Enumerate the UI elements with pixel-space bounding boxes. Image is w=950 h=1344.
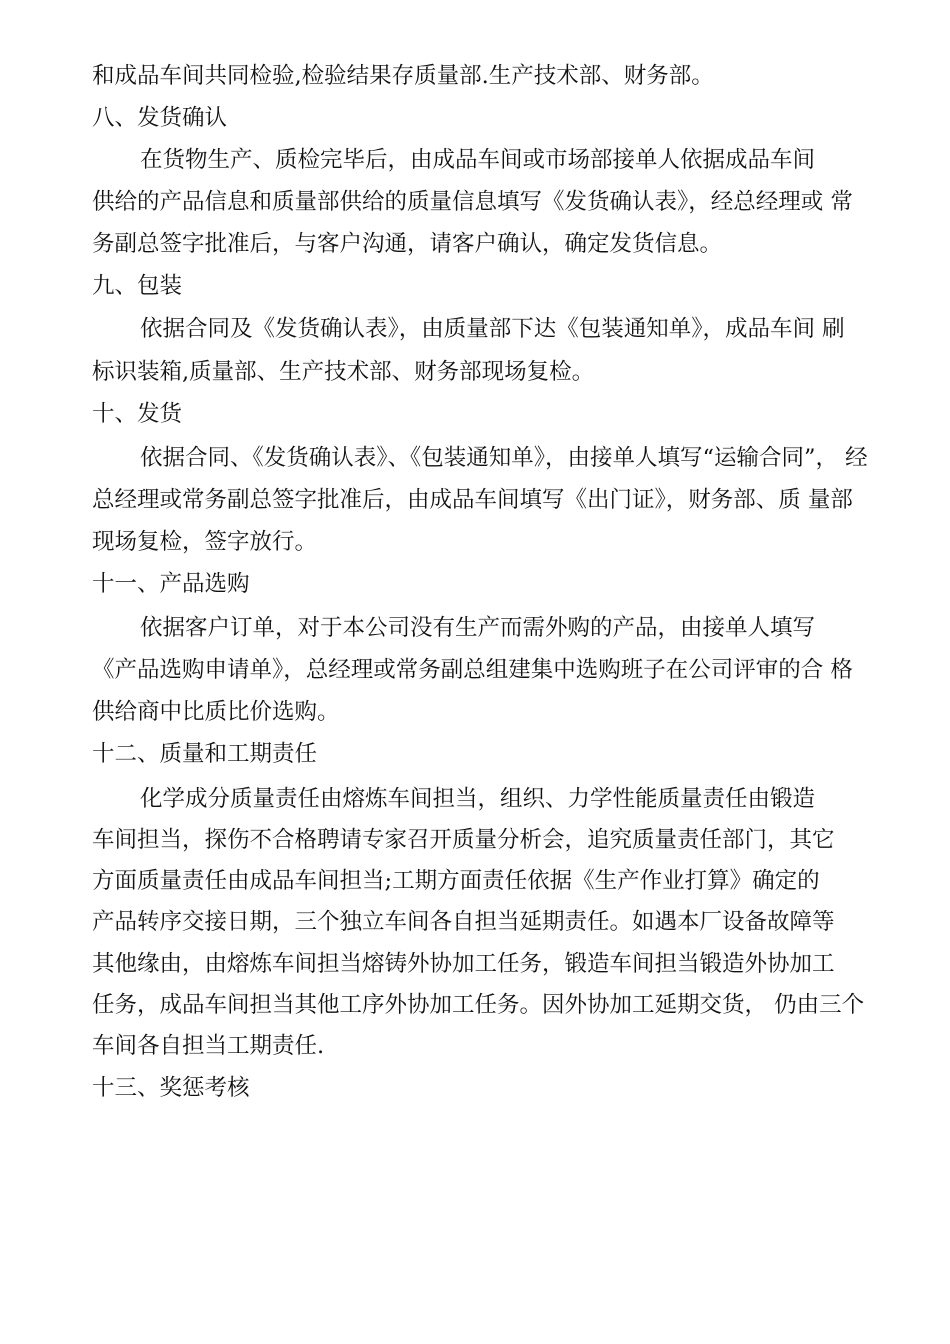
section-heading-10: 十、发货 <box>92 401 183 427</box>
paragraph-continuation: 和成品车间共同检验,检验结果存质量部.生产技术部、财务部。 <box>92 63 714 89</box>
section-12-line-6: 任务，成品车间担当其他工序外协加工任务。因外协加工延期交货， 仍由三个 <box>92 992 865 1018</box>
section-12-line-7: 车间各自担当工期责任. <box>92 1033 325 1059</box>
section-12-line-2: 车间担当，探伤不合格聘请专家召开质量分析会，追究质量责任部门，其它 <box>92 827 835 853</box>
section-11-line-3: 供给商中比质比价选购。 <box>92 699 340 725</box>
section-12-line-3: 方面质量责任由成品车间担当;工期方面责任依据《生产作业打算》确定的 <box>92 868 820 894</box>
section-9-line-2: 标识装箱,质量部、生产技术部、财务部现场复检。 <box>92 359 595 385</box>
section-10-line-1: 依据合同、《发货确认表》、《包装通知单》，由接单人填写“运输合同”， 经 <box>140 445 868 471</box>
section-heading-13: 十三、奖惩考核 <box>92 1075 250 1101</box>
section-11-line-1: 依据客户订单，对于本公司没有生产而需外购的产品，由接单人填写 <box>140 615 816 641</box>
section-8-line-2: 供给的产品信息和质量部供给的质量信息填写《发货确认表》，经总经理或 常 <box>92 189 853 215</box>
section-12-line-1: 化学成分质量责任由熔炼车间担当，组织、力学性能质量责任由锻造 <box>140 786 816 812</box>
section-9-line-1: 依据合同及《发货确认表》，由质量部下达《包装通知单》，成品车间 刷 <box>140 316 845 342</box>
section-10-line-3: 现场复检，签字放行。 <box>92 529 318 555</box>
section-heading-11: 十一、产品选购 <box>92 571 250 597</box>
section-12-line-4: 产品转序交接日期，三个独立车间各自担当延期责任。如遇本厂设备故障等 <box>92 909 835 935</box>
section-heading-12: 十二、质量和工期责任 <box>92 741 318 767</box>
section-8-line-3: 务副总签字批准后，与客户沟通，请客户确认，确定发货信息。 <box>92 231 723 257</box>
section-heading-9: 九、包装 <box>92 273 183 299</box>
section-11-line-2: 《产品选购申请单》，总经理或常务副总组建集中选购班子在公司评审的合 格 <box>92 657 853 683</box>
section-12-line-5: 其他缘由，由熔炼车间担当熔铸外协加工任务，锻造车间担当锻造外协加工 <box>92 951 835 977</box>
section-10-line-2: 总经理或常务副总签字批准后，由成品车间填写《出门证》，财务部、质 量部 <box>92 487 853 513</box>
section-8-line-1: 在货物生产、质检完毕后，由成品车间或市场部接单人依据成品车间 <box>140 147 816 173</box>
section-heading-8: 八、发货确认 <box>92 105 228 131</box>
